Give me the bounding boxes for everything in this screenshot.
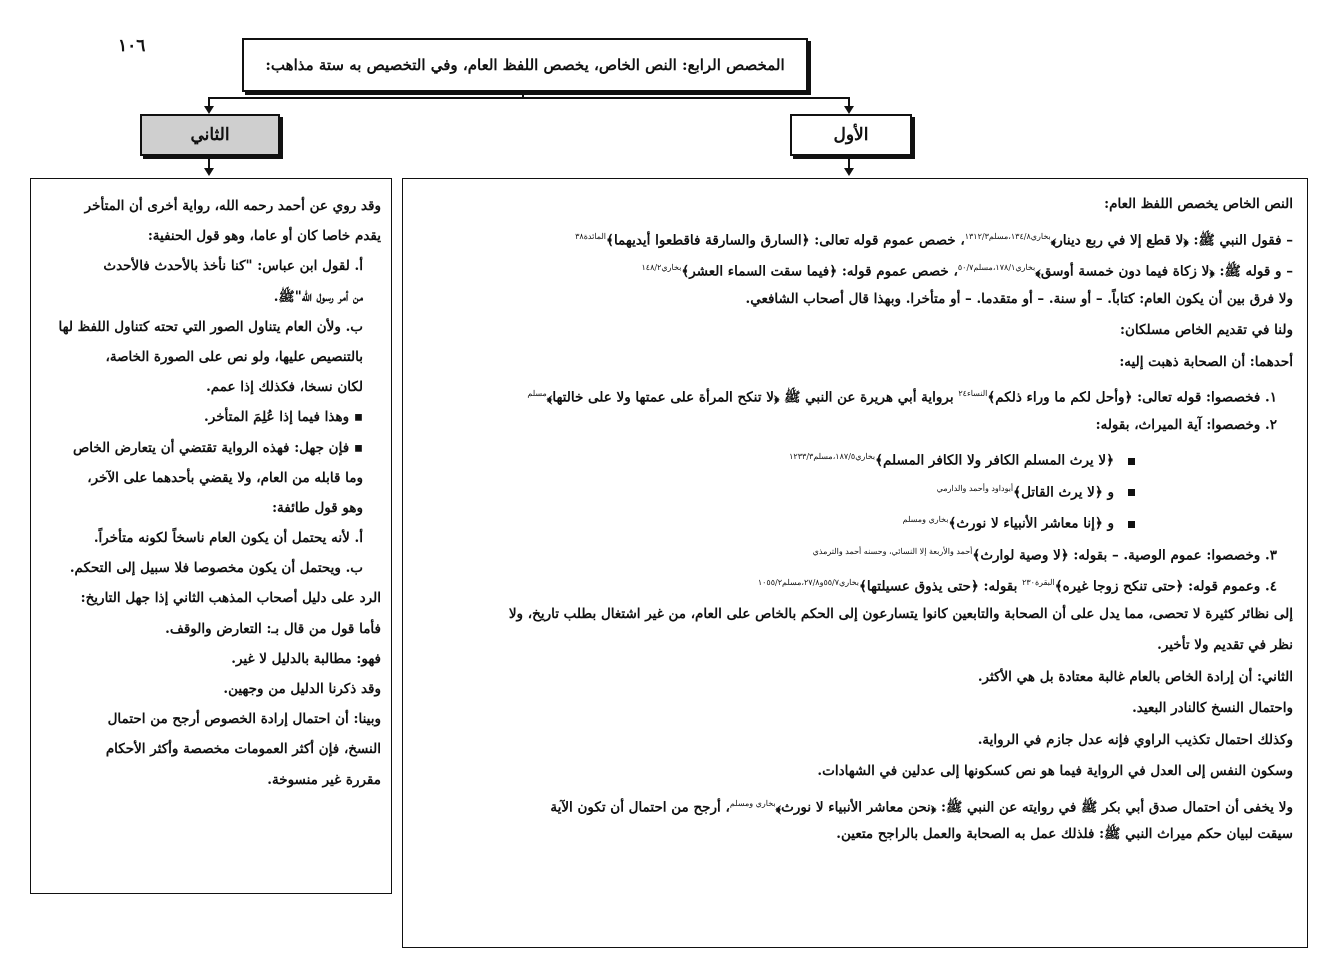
first-school-heading: الأول (790, 114, 912, 156)
line-text: ٢. وخصصوا: آية الميراث، بقوله: (1095, 416, 1277, 433)
first-line (413, 725, 1293, 757)
title-text: المخصص الرابع: النص الخاص، يخصص اللفظ العام، وفي التخصيص به ستة مذاهب: (265, 56, 785, 74)
second-line (39, 251, 381, 281)
first-line (413, 473, 1293, 505)
first-line (413, 378, 1293, 410)
line-text: نظر في تقديم ولا تأخير. (1157, 637, 1293, 653)
line-text: ٤. وعموم قوله: ﴿حتى تنكح زوجا غيره﴾ (1054, 578, 1277, 595)
second-line (39, 553, 381, 583)
second-line (39, 583, 381, 613)
first-line (413, 284, 1293, 316)
connector-first-to-panel (848, 154, 850, 168)
first-line (413, 630, 1293, 662)
reference: النساء٢٤ (958, 389, 988, 398)
first-line (413, 756, 1293, 788)
line-text: بقوله: ﴿حتى يذوق عسيلتها﴾ (859, 578, 1023, 595)
bullet-icon (1128, 489, 1135, 496)
reference: مسلم (527, 389, 547, 398)
line-text: ، خصص عموم قوله: ﴿فيما سقت السماء العشر﴾ (681, 263, 958, 280)
line-text: ولنا في تقديم الخاص مسلكان: (1120, 322, 1293, 338)
line-text: سيقت لبيان حكم ميراث النبي ﷺ: فلذلك عمل به الصحابة والعمل بالراجح متعين. (836, 826, 1293, 842)
reference: بخاري١٨٧/٥،مسلم١٢٣٣/٣ (789, 452, 876, 461)
first-line (413, 662, 1293, 694)
line-text: مقررة غير منسوخة. (267, 771, 381, 788)
line-text: ▪ وهذا فيما إذا عُلِمَ المتأخر. (204, 409, 363, 426)
line-text: وسكون النفس إلى العدل في الرواية فيما هو نص كسكونها إلى عدلين في الشهادات. (817, 763, 1293, 779)
line-text: الثاني: أن إرادة الخاص بالعام غالبة معتادة بل هي الأكثر. (977, 668, 1293, 685)
first-school-panel (402, 178, 1308, 948)
line-text: ب. ولأن العام يتناول الصور التي تحته كتناول اللفظ لها (58, 318, 363, 335)
second-line (39, 644, 381, 674)
line-text: – فقول النبي ﷺ: ﴿لا قطع إلا في ربع دينار﴾ (1050, 232, 1293, 248)
bullet-icon (1128, 458, 1135, 465)
line-text: وكذلك احتمال تكذيب الراوي فإنه عدل جازم في الرواية. (977, 731, 1293, 748)
line-text: أ. لأنه يحتمل أن يكون العام ناسخاً لكونه متأخراً. (93, 530, 363, 547)
reference: بخاري ومسلم (729, 798, 776, 808)
first-line (413, 441, 1293, 473)
line-text: ، خصص عموم قوله تعالى: ﴿السارق والسارقة فاقطعوا أيديهما﴾ (606, 232, 965, 248)
line-text: ﴿لا يرث المسلم الكافر ولا الكافر المسلم﴾ (875, 452, 1114, 469)
line-text: وبينا: أن احتمال إرادة الخصوص أرجح من احتمال (107, 711, 381, 728)
second-line (39, 734, 381, 764)
reference: بخاري١٤٨/٢ (641, 263, 682, 272)
line-text: ▪ فإن جهل: فهذه الرواية تقتضي أن يتعارض الخاص (72, 439, 363, 456)
first-line (413, 347, 1293, 379)
first-line (413, 221, 1293, 253)
line-text: النسخ، فإن أكثر العمومات مخصصة وأكثر الأحكام (105, 741, 381, 758)
second-line (39, 433, 381, 463)
arrow-down-icon (204, 168, 214, 176)
reference: بخاري٥٥/٧و٢٧/٨،مسلم١٠٥٥/٢ (757, 578, 859, 587)
reference: أحمد والأربعة إلا النسائي، وحسنه أحمد والترمذي (812, 546, 973, 556)
line-text: النص الخاص يخصص اللفظ العام: (1104, 196, 1293, 212)
reference: بخاري ومسلم (902, 515, 949, 524)
line-text: الرد على دليل أصحاب المذهب الثاني إذا جهل التاريخ: (80, 590, 381, 607)
first-line (413, 536, 1293, 568)
arrow-down-icon (844, 168, 854, 176)
line-text: وما قابله من العام، ولا يقضي بأحدهما على الآخر، (87, 469, 363, 486)
line-text: ٣. وخصصوا: عموم الوصية. – بقوله: ﴿لا وصية لوارث﴾ (972, 547, 1277, 563)
reference: أبوداود وأحمد والدارمي (936, 483, 1014, 493)
arrow-down-icon (844, 106, 854, 114)
second-line (39, 493, 381, 523)
second-line (39, 342, 381, 372)
second-school-panel (30, 178, 392, 894)
second-line (39, 282, 381, 312)
first-line (413, 567, 1293, 599)
line-text: بالتنصيص عليها، ولو نص على الصورة الخاصة، (105, 348, 363, 365)
arrow-down-icon (204, 106, 214, 114)
line-text: وهو قول طائفة: (272, 499, 363, 516)
first-line (413, 693, 1293, 725)
line-text: أحدهما: أن الصحابة ذهبت إليه: (1119, 353, 1293, 370)
first-line (413, 315, 1293, 347)
second-line (39, 674, 381, 704)
line-text: فأما قول من قال بـ: التعارض والوقف. (165, 620, 381, 637)
reference: بخاري١٧٨/١،مسلم٥٠/٧ (957, 263, 1036, 272)
line-text: ، أرجح من احتمال أن تكون الآية (550, 799, 730, 815)
reference: البقرة٢٣٠ (1022, 578, 1055, 587)
line-text: ولا فرق بين أن يكون العام: كتاباً. – أو سنة. – أو متقدما. – أو متأخرا. وبهذا قال أصحاب الشافعي. (745, 290, 1293, 307)
line-text: يقدم خاصا كان أو عاما، وهو قول الحنفية: (147, 228, 381, 245)
second-line (39, 704, 381, 734)
title-box (242, 38, 808, 92)
line-text: إلى نظائر كثيرة لا تحصى، مما يدل على أن الصحابة والتابعين كانوا يتسارعون إلى الحكم بالخاص على العام، من غير اشتغال بطلب تاريخ، ولا (508, 605, 1293, 622)
line-text: وقد روي عن أحمد رحمه الله، رواية أخرى أن المتأخر (84, 198, 381, 214)
second-line (39, 312, 381, 342)
reference: المائدة٣٨ (575, 231, 607, 241)
line-text: و ﴿لا يرث القاتل﴾ (1013, 484, 1114, 500)
second-line (39, 372, 381, 402)
first-line (413, 189, 1293, 221)
first-line (413, 410, 1293, 442)
line-text: أ. لقول ابن عباس: "كنا نأخذ بالأحدث فالأحدث (103, 258, 363, 275)
first-line (413, 252, 1293, 284)
line-text: لكان نسخا، فكذلك إذا عمم. (206, 379, 363, 396)
connector-second-to-panel (208, 154, 210, 168)
page-number: ١٠٦ (118, 36, 146, 56)
line-text: ١. فخصصوا: قوله تعالى: ﴿وأحل لكم ما وراء ذلكم﴾ (987, 389, 1277, 406)
first-line (413, 504, 1293, 536)
second-line (39, 765, 381, 795)
second-school-heading: الثاني (140, 114, 280, 156)
reference: بخاري١٣٤/٨،مسلم١٣١٢/٣ (964, 231, 1051, 241)
first-line (413, 599, 1293, 631)
second-line (39, 463, 381, 493)
line-text: وقد ذكرنا الدليل من وجهين. (223, 681, 381, 697)
connector-horizontal (208, 97, 849, 99)
first-line (413, 788, 1293, 820)
second-line (39, 191, 381, 221)
line-text: ب. ويحتمل أن يكون مخصوصا فلا سبيل إلى التحكم. (69, 560, 363, 577)
second-line (39, 614, 381, 644)
line-text: واحتمال النسخ كالنادر البعيد. (1132, 700, 1293, 716)
second-line (39, 402, 381, 432)
line-text: و ﴿إنا معاشر الأنبياء لا نورث﴾ (948, 515, 1114, 532)
line-text: ولا يخفى أن احتمال صدق أبي بكر ﷺ في روايته عن النبي ﷺ: ﴿نحن معاشر الأنبياء لا نورث﴾ (775, 799, 1293, 815)
line-text: – و قوله ﷺ: ﴿لا زكاة فيما دون خمسة أوسق﴾ (1035, 263, 1293, 280)
line-text: برواية أبي هريرة عن النبي ﷺ ﴿لا تنكح المرأة على عمتها ولا على خالتها﴾ (546, 389, 959, 406)
second-line (39, 221, 381, 251)
line-text: من أمر رسول الله"ﷺ. (273, 288, 363, 305)
bullet-icon (1128, 521, 1135, 528)
line-text: فهو: مطالبة بالدليل لا غير. (231, 650, 381, 667)
first-line (413, 819, 1293, 851)
second-line (39, 523, 381, 553)
